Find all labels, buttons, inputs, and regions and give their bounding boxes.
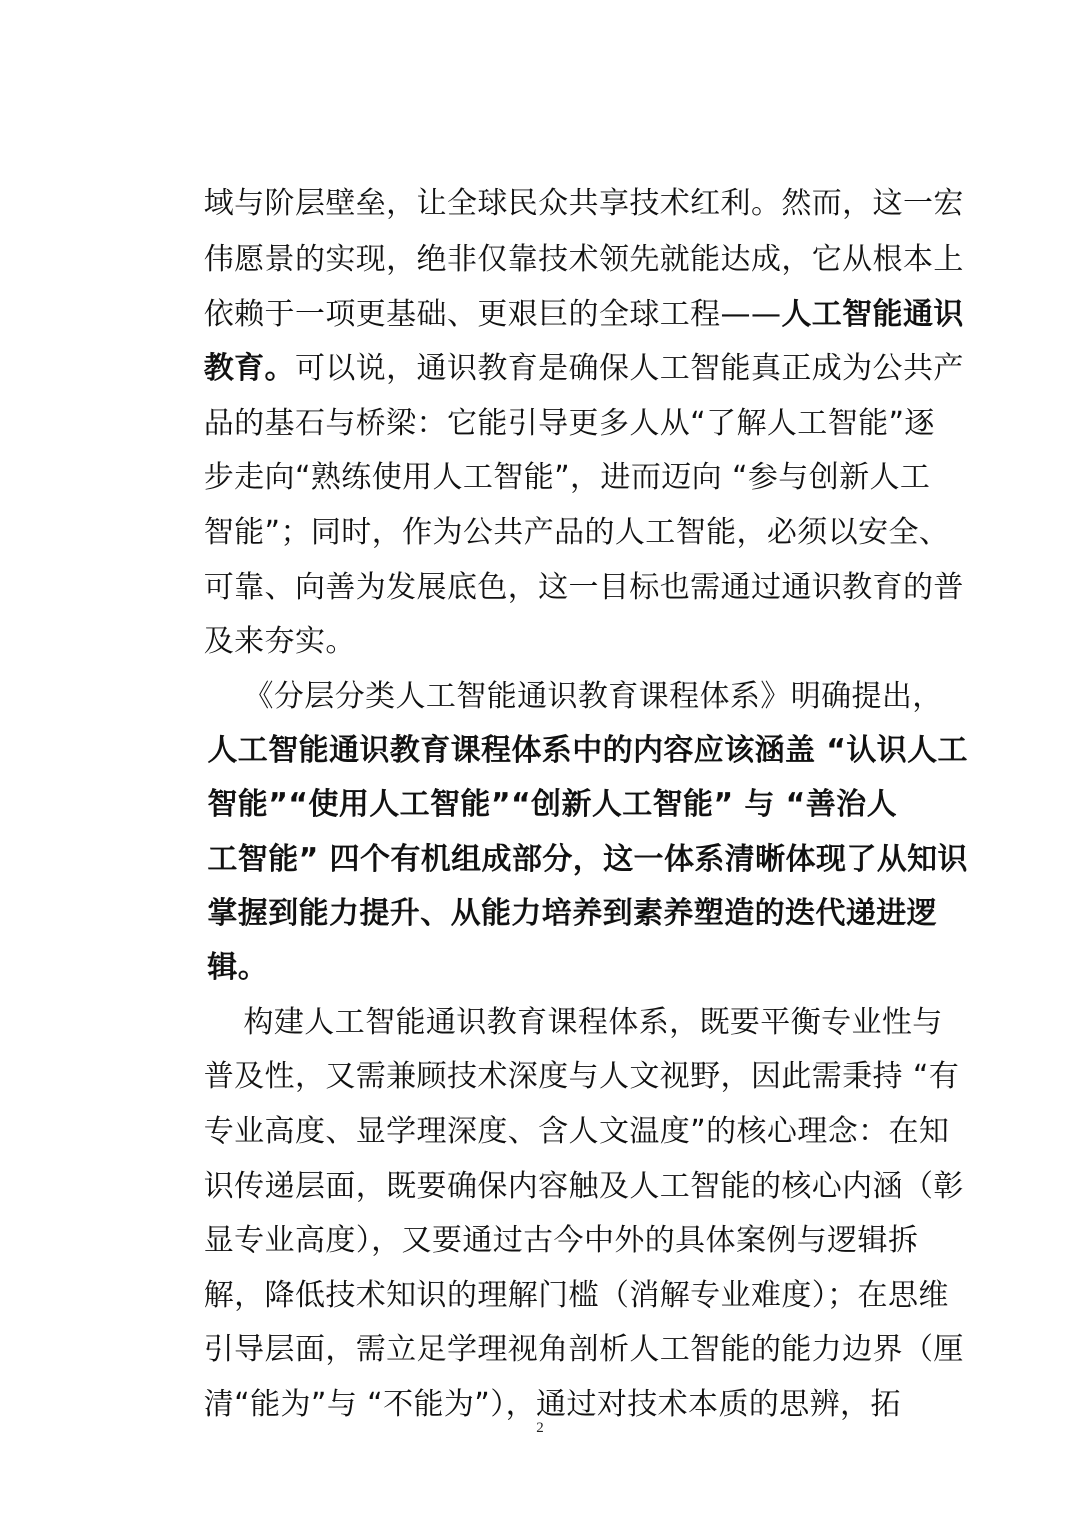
text-run: 显专业高度），又要通过古今中外的具体案例与逻辑拆 [203,1223,919,1258]
text-line [164,200,964,277]
bold-text-run: 教育。 [203,351,295,386]
text-line [164,745,897,822]
text-line [164,637,943,714]
text-line [164,528,964,605]
text-line [164,1072,950,1149]
text-line [164,800,968,877]
bold-text-run: 人工智能通识教育课程体系中的内容应该涵盖 “认识人工 [207,733,968,768]
text-run: 引导层面，需立足学理视角剖析人工智能的能力边界（厘 [203,1332,964,1367]
text-run: 构建人工智能通识教育课程体系，既要平衡专业性与 [203,1005,943,1040]
bold-text-run: 掌握到能力提升、从能力培养到素养塑造的迭代递进逻 [207,896,937,931]
text-run: 智能”；同时，作为公共产品的人工智能，必须以安全、 [203,515,950,550]
bold-text-run: 智能”“使用人工智能”“创新人工智能” 与 “善治人 [207,787,897,822]
text-line [164,255,964,332]
text-run: 品的基石与桥梁：它能引导更多人从“了解人工智能”逐 [203,406,935,441]
text-line [164,1290,964,1367]
text-run: 识传递层面，既要确保内容触及人工智能的核心内涵（彰 [203,1169,964,1204]
text-line [164,854,937,931]
text-run: 清“能为”与 “不能为”），通过对技术本质的思辨，拓 [203,1387,901,1422]
text-line [164,309,964,386]
text-run: 及来夯实。 [203,624,356,659]
bold-text-run: 辑。 [207,950,269,985]
text-run: 依赖于一项更基础、更艰巨的全球工程—— [203,297,782,332]
text-run: 域与阶层壁垒，让全球民众共享技术红利。然而，这一宏 [203,186,964,221]
text-run: 可靠、向善为发展底色，这一目标也需通过通识教育的普 [203,570,964,605]
text-run: 专业高度、显学理深度、含人文温度”的核心理念：在知 [203,1114,950,1149]
text-run: 步走向“熟练使用人工智能”，进而迈向 “参与创新人工 [203,460,931,495]
text-line [164,582,356,659]
text-line [164,418,931,495]
text-line [164,364,935,441]
text-line [164,1236,949,1313]
text-run: 《分层分类人工智能通识教育课程体系》明确提出， [203,679,943,714]
text-line [164,144,964,221]
text-line [164,473,950,550]
text-line [164,691,968,768]
bold-text-run: 工智能” 四个有机组成部分，这一体系清晰体现了从知识 [207,842,968,877]
bold-text-run: 人工智能通识 [781,297,964,332]
text-line [164,908,269,985]
text-line [164,1127,964,1204]
text-line [164,1345,901,1422]
text-line [164,1017,960,1094]
text-run: 普及性，又需兼顾技术深度与人文视野，因此需秉持 “有 [203,1059,960,1094]
page-number: 2 [536,1420,544,1436]
text-line [164,963,943,1040]
text-run: 伟愿景的实现，绝非仅靠技术领先就能达成，它从根本上 [203,242,964,277]
text-line [164,1181,919,1258]
text-run: 可以说，通识教育是确保人工智能真正成为公共产 [294,351,964,386]
text-run: 解，降低技术知识的理解门槛（消解专业难度）；在思维 [203,1278,949,1313]
